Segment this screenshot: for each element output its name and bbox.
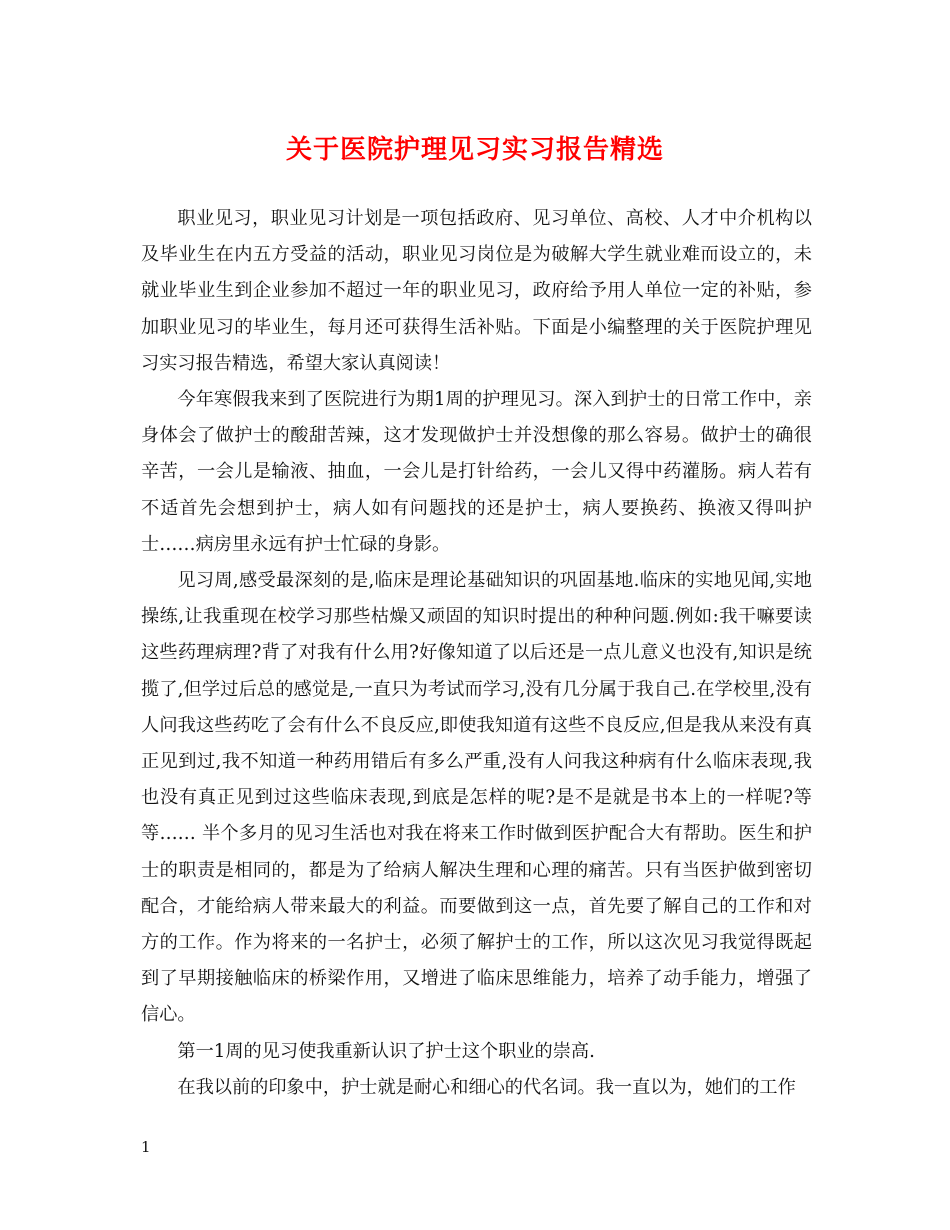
document-title: 关于医院护理见习实习报告精选 [285,135,664,165]
page-number: 1 [141,1138,151,1156]
paragraph-intro: 职业见习，职业见习计划是一项包括政府、见习单位、高校、人才中介机构以及毕业生在内五方受益的活动，职业见习岗位是为破解大学生就业难而设立的，未就业毕业生到企业参加不超过一年的职业见习，政府给予用人单位一定的补贴，参加职业见习的毕业生，每月还可获得生活补贴。下面是小编整理的关于医院护理见习实习报告精选，希望大家认真阅读！ [141,208,812,374]
paragraph-impression: 在我以前的印象中，护士就是耐心和细心的代名词。我一直以为，她们的工作 [177,1076,796,1098]
document-body [141,201,812,1106]
paragraph-first-week: 第一1周的见习使我重新认识了护士这个职业的崇高. [177,1040,595,1062]
paragraph-clinical-reflection: 见习周,感受最深刻的是,临床是理论基础知识的巩固基地.临床的实地见闻,实地操练,让我重现在校学习那些枯燥又顽固的知识时提出的种种问题.例如:我干嘛要读这些药理病理?背了对我有什么用?好像知道了以后还是一点儿意义也没有,知识是统揽了,但学过后总的感觉是,一直只为考试而学习,没有几分属于我自己.在学校里,没有人问我这些药吃了会有什么不良反应,即使我知道有这些不良反应,但是我从来没有真正见到过,我不知道一种药用错后有多么严重,没有人问我这种病有什么临床表现,我也没有真正见到过这些临床表现,到底是怎样的呢?是不是就是书本上的一样呢?等等…… 半个多月的见习生活也对我在将来工作时做到医护配合大有帮助。医生和护士的职责是相同的，都是为了给病人解决生理和心理的痛苦。只有当医护做到密切配合，才能给病人带来最大的利益。而要做到这一点，首先要了解自己的工作和对方的工作。作为将来的一名护士，必须了解护士的工作，所以这次见习我觉得既起到了早期接触临床的桥梁作用，又增进了临床思维能力，培养了动手能力，增强了信心。 [141,570,812,1026]
paragraph-winter-internship: 今年寒假我来到了医院进行为期1周的护理见习。深入到护士的日常工作中，亲身体会了做护士的酸甜苦辣，这才发现做护士并没想像的那么容易。做护士的确很辛苦，一会儿是输液、抽血，一会儿是打针给药，一会儿又得中药灌肠。病人若有不适首先会想到护士，病人如有问题找的还是护士，病人要换药、换液又得叫护士……病房里永远有护士忙碌的身影。 [141,389,812,555]
